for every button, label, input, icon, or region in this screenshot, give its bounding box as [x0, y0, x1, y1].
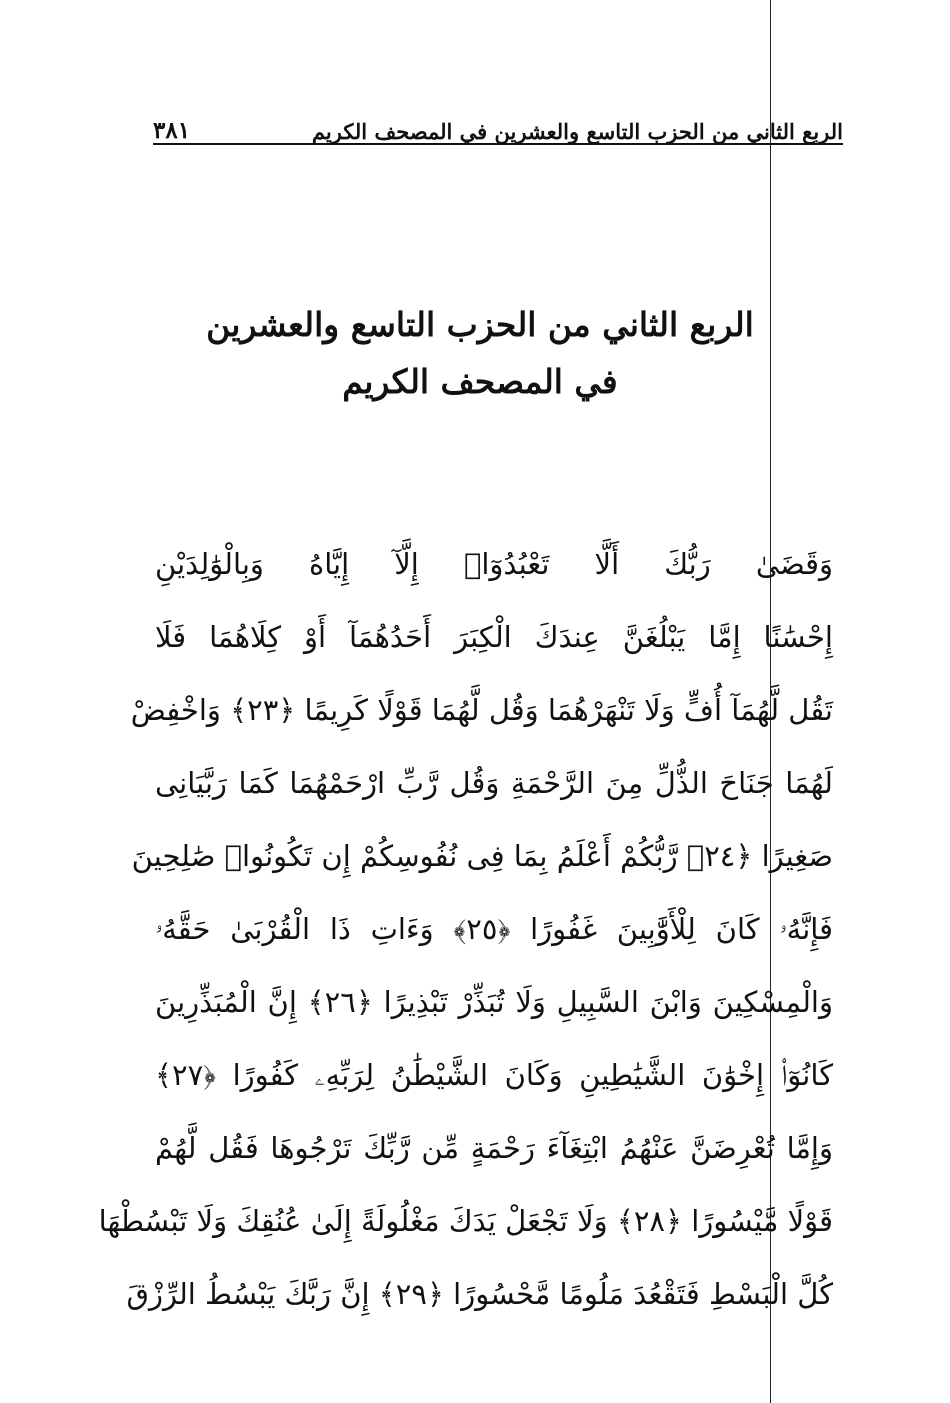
quran-text-block: [98, 528, 833, 1331]
running-header: [153, 108, 843, 144]
verse-line: قَوْلًا مَّيْسُورًا ﴿٢٨﴾ وَلَا تَجْعَلْ يَدَكَ مَغْلُولَةً إِلَىٰ عُنُقِكَ وَلَا تَبْسُطْهَا: [98, 1204, 833, 1238]
section-title: [190, 296, 770, 410]
verse-line: كَانُوٓا۟ إِخْوَٰنَ الشَّيَٰطِينِ وَكَانَ الشَّيْطَٰنُ لِرَبِّهِۦ كَفُورًا ﴿٢٧﴾: [155, 1058, 833, 1092]
verse-line: وَقَضَىٰ رَبُّكَ أَلَّا تَعْبُدُوٓا۟ إِلَّآ إِيَّاهُ وَبِالْوَٰلِدَيْنِ: [155, 547, 833, 581]
verse-line: كُلَّ الْبَسْطِ فَتَقْعُدَ مَلُومًا مَّحْسُورًا ﴿٢٩﴾ إِنَّ رَبَّكَ يَبْسُطُ الرِّزْقَ: [126, 1277, 833, 1311]
verse-line: تَقُل لَّهُمَآ أُفٍّ وَلَا تَنْهَرْهُمَا وَقُل لَّهُمَا قَوْلًا كَرِيمًا ﴿٢٣﴾ وَاخْفِضْ: [130, 693, 833, 727]
verse-line: وَالْمِسْكِينَ وَابْنَ السَّبِيلِ وَلَا تُبَذِّرْ تَبْذِيرًا ﴿٢٦﴾ إِنَّ الْمُبَذِّرِينَ: [155, 985, 833, 1019]
verse-line: فَإِنَّهُۥ كَانَ لِلْأَوَّٰبِينَ غَفُورًا ﴿٢٥﴾ وَءَاتِ ذَا الْقُرْبَىٰ حَقَّهُۥ: [155, 912, 833, 946]
verse-line: لَهُمَا جَنَاحَ الذُّلِّ مِنَ الرَّحْمَةِ وَقُل رَّبِّ ارْحَمْهُمَا كَمَا رَبَّيَانِى: [155, 766, 833, 800]
header-rule: [153, 143, 843, 145]
verse-line: وَإِمَّا تُعْرِضَنَّ عَنْهُمُ ابْتِغَآءَ رَحْمَةٍ مِّن رَّبِّكَ تَرْجُوهَا فَقُل لَّهُمْ: [155, 1131, 833, 1165]
section-title-line-1: الربع الثاني من الحزب التاسع والعشرين: [206, 305, 754, 344]
verse-line: صَغِيرًا ﴿٢٤﴾ رَّبُّكُمْ أَعْلَمُ بِمَا فِى نُفُوسِكُمْ إِن تَكُونُوا۟ صَٰلِحِينَ: [131, 839, 833, 873]
verse-line: إِحْسَٰنًا إِمَّا يَبْلُغَنَّ عِندَكَ الْكِبَرَ أَحَدُهُمَآ أَوْ كِلَاهُمَا فَلَا: [155, 620, 833, 654]
running-title: الربع الثاني من الحزب التاسع والعشرين في المصحف الكريم: [311, 119, 843, 144]
page-number: ٣٨١: [153, 117, 191, 144]
section-title-line-2: في المصحف الكريم: [342, 362, 618, 401]
